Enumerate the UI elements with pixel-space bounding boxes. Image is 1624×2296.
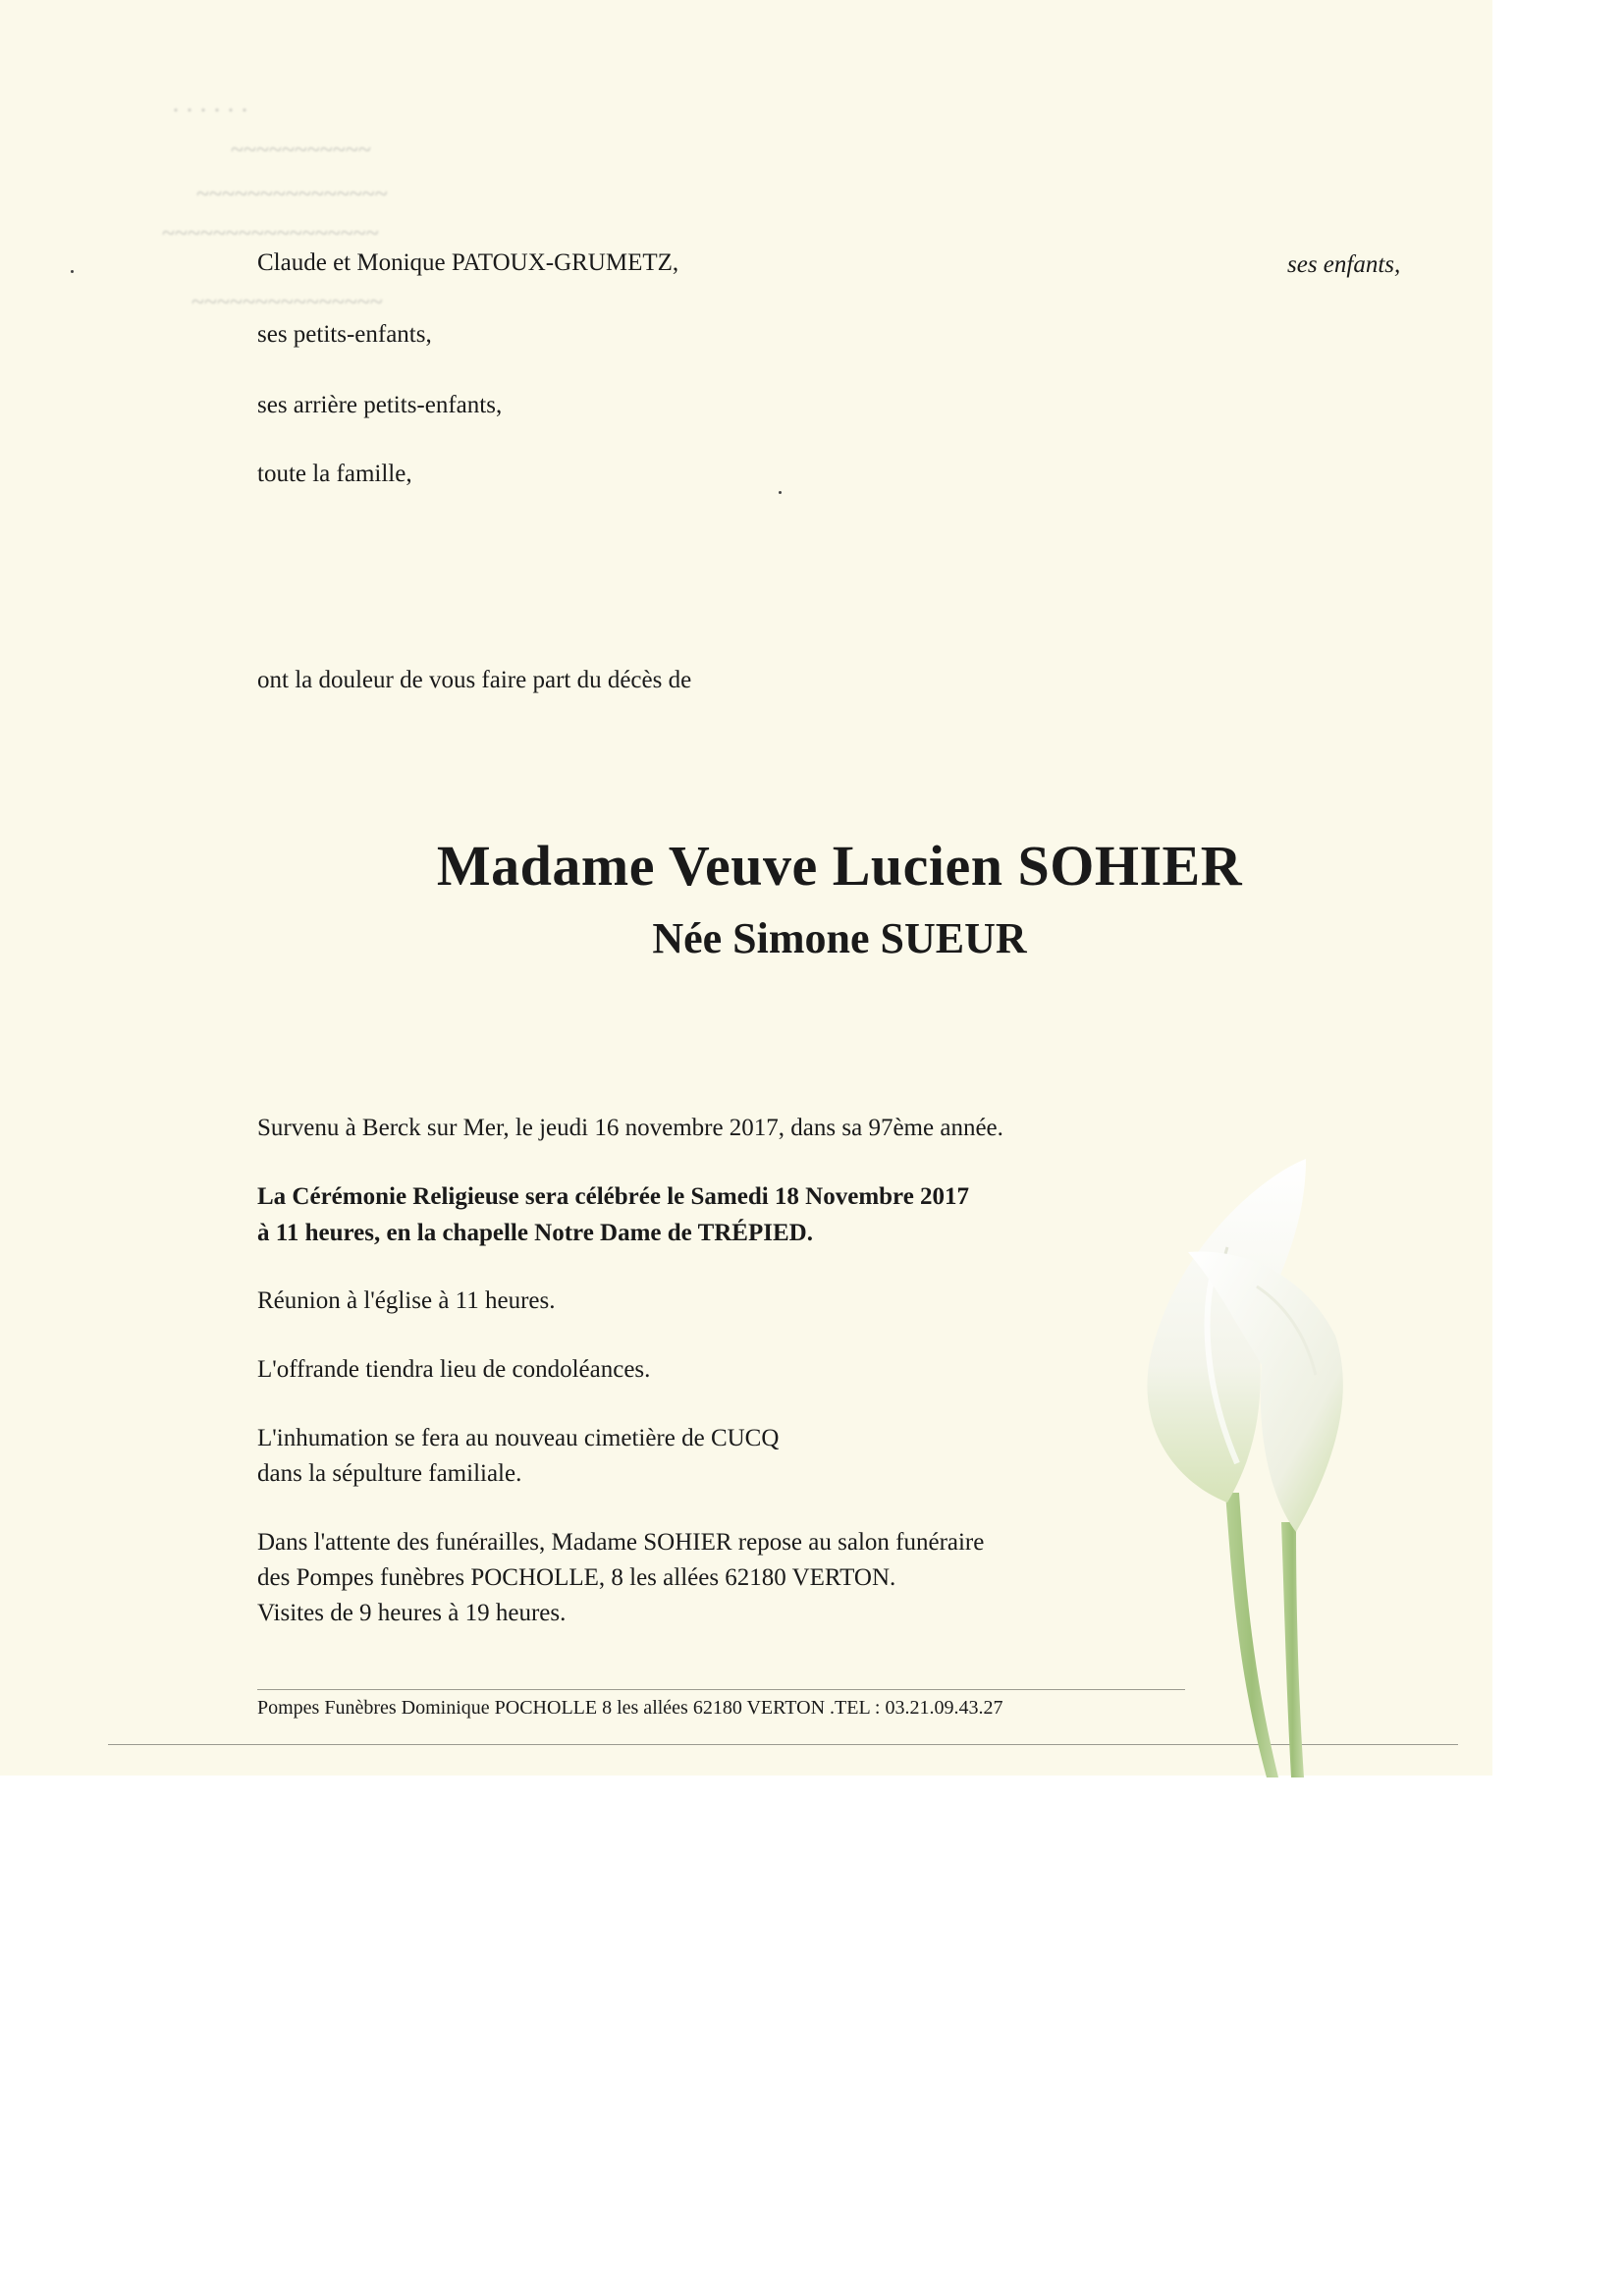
deceased-name: Madame Veuve Lucien SOHIER (436, 834, 1243, 898)
family-great-grandchildren: ses arrière petits-enfants, (257, 392, 503, 418)
family-grandchildren: ses petits-enfants, (257, 321, 432, 348)
family-children: Claude et Monique PATOUX-GRUMETZ, (257, 249, 679, 276)
ceremony-line-1: La Cérémonie Religieuse sera célébrée le Samedi 18 Novembre 2017 (257, 1183, 970, 1210)
family-children-label: ses enfants, (1287, 251, 1401, 278)
rest-line-3: Visites de 9 heures à 19 heures. (257, 1600, 567, 1626)
announcement-sheet: · · · · · · ~~~~~~~~~~~ ~~~~~~~~~~~~~~~ ~~~~~~~~~~~~~~~~~ ~~~~~~~~~~~~~~~ Claude et Monique PATOUX-GRUMETZ, ses enfants, ses petits-enfants, ses arrière petits-enfants, toute la famille, ont la douleur de vous faire part du décès de Madame Veuve Lucien SOHIER Née Simone SUEUR Survenu à Berck sur Mer, le jeudi 16 novembre 2017, dans sa 97ème année. La Cérémonie Religieuse sera célébrée le Samedi 18 Novembre 2017 à 11 heures, en la chapelle Notre Dame de TRÉPIED. Réunion à l'église à 11 heures. L'offrande tiendra lieu de condoléances. L'inhumation se fera au nouveau cimetière de CUCQ dans la sépulture familiale. Dans l'attente des funérailles, Madame SOHIER repose au salon funéraire des Pompes funèbres POCHOLLE, 8 les allées 62180 VERTON. Visites de 9 heures à 19 heures. Pompes Funèbres Dominique POCHOLLE 8 les allées 62180 VERTON .TEL : 03.21.09.43.27 (0, 0, 1492, 1776)
speck (779, 491, 782, 494)
meeting-info: Réunion à l'église à 11 heures. (257, 1287, 556, 1314)
deceased-birth-name: Née Simone SUEUR (652, 914, 1027, 962)
calla-lily-image (1110, 1139, 1424, 1777)
footer-text: Pompes Funèbres Dominique POCHOLLE 8 les allées 62180 VERTON .TEL : 03.21.09.43.27 (257, 1697, 1003, 1719)
intro-text: ont la douleur de vous faire part du décès de (257, 667, 692, 693)
ceremony-line-2: à 11 heures, en la chapelle Notre Dame de TRÉPIED. (257, 1220, 813, 1246)
rest-line-1: Dans l'attente des funérailles, Madame SOHIER repose au salon funéraire (257, 1529, 985, 1556)
burial-line-1: L'inhumation se fera au nouveau cimetière de CUCQ (257, 1425, 780, 1451)
family-all: toute la famille, (257, 461, 412, 487)
footer-top-rule (257, 1689, 1185, 1690)
offering-info: L'offrande tiendra lieu de condoléances. (257, 1356, 651, 1383)
rest-line-2: des Pompes funèbres POCHOLLE, 8 les allées 62180 VERTON. (257, 1564, 896, 1591)
speck (71, 270, 74, 273)
burial-line-2: dans la sépulture familiale. (257, 1460, 522, 1487)
death-details: Survenu à Berck sur Mer, le jeudi 16 novembre 2017, dans sa 97ème année. (257, 1115, 1003, 1141)
